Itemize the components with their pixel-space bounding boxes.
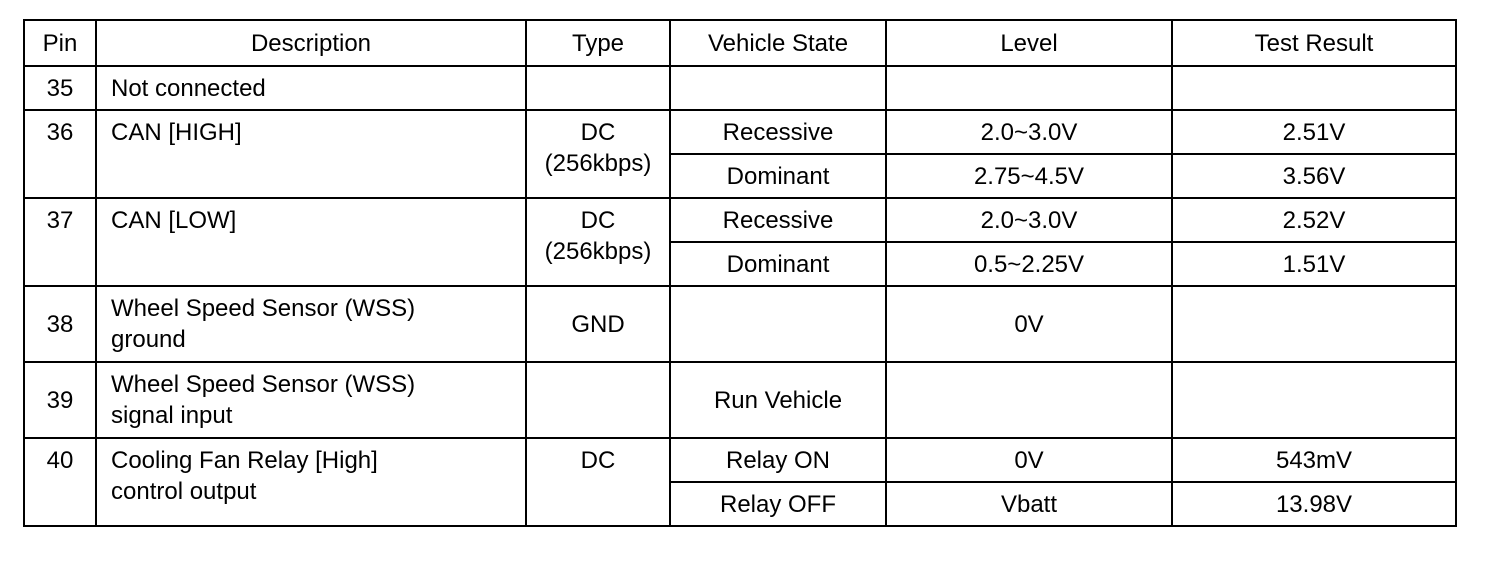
table-row: [24, 110, 1456, 154]
test-result-cell: 3.56V: [1172, 154, 1456, 198]
type-cell: [526, 110, 670, 198]
type-line: DC: [580, 207, 616, 234]
vehicle-state-cell: Relay OFF: [670, 482, 886, 526]
level-cell: 2.0~3.0V: [886, 110, 1172, 154]
description-line: Wheel Speed Sensor (WSS): [111, 295, 416, 322]
level-cell: [886, 66, 1172, 110]
vehicle-state-cell: [670, 66, 886, 110]
description-line: Wheel Speed Sensor (WSS): [111, 371, 416, 398]
description-line: Cooling Fan Relay [High]: [111, 447, 378, 474]
type-line: (256kbps): [544, 150, 652, 177]
type-line: DC: [580, 119, 616, 146]
description-cell: [96, 362, 526, 438]
vehicle-state-cell: [670, 286, 886, 362]
level-cell: 0V: [886, 286, 1172, 362]
table-row: [24, 362, 1456, 438]
level-cell: 0V: [886, 438, 1172, 482]
vehicle-state-cell: Dominant: [670, 154, 886, 198]
pin-cell: 37: [24, 198, 96, 286]
level-cell: Vbatt: [886, 482, 1172, 526]
test-result-cell: 2.51V: [1172, 110, 1456, 154]
test-result-cell: [1172, 362, 1456, 438]
header-row: [24, 20, 1456, 66]
test-result-cell: [1172, 66, 1456, 110]
vehicle-state-cell: Relay ON: [670, 438, 886, 482]
vehicle-state-cell: Run Vehicle: [670, 362, 886, 438]
pin-cell: 38: [24, 286, 96, 362]
header-type: Type: [526, 20, 670, 66]
level-cell: 0.5~2.25V: [886, 242, 1172, 286]
type-cell: [526, 198, 670, 286]
test-result-cell: 1.51V: [1172, 242, 1456, 286]
table-row: [24, 286, 1456, 362]
pin-cell: 39: [24, 362, 96, 438]
type-cell: DC: [526, 438, 670, 526]
level-cell: [886, 362, 1172, 438]
type-cell: [526, 362, 670, 438]
vehicle-state-cell: Dominant: [670, 242, 886, 286]
description-line: control output: [111, 478, 257, 505]
pin-table-container: [23, 19, 1457, 527]
vehicle-state-cell: Recessive: [670, 110, 886, 154]
type-cell: GND: [526, 286, 670, 362]
header-test-result: Test Result: [1172, 20, 1456, 66]
description-cell: Not connected: [96, 66, 526, 110]
vehicle-state-cell: Recessive: [670, 198, 886, 242]
table-row: [24, 438, 1456, 482]
description-cell: CAN [LOW]: [96, 198, 526, 286]
description-line: ground: [111, 326, 186, 353]
test-result-cell: [1172, 286, 1456, 362]
header-level: Level: [886, 20, 1172, 66]
header-vehicle-state: Vehicle State: [670, 20, 886, 66]
level-cell: 2.75~4.5V: [886, 154, 1172, 198]
description-cell: [96, 286, 526, 362]
type-cell: [526, 66, 670, 110]
pin-test-table: [23, 19, 1457, 527]
pin-cell: 35: [24, 66, 96, 110]
description-cell: [96, 438, 526, 526]
pin-cell: 40: [24, 438, 96, 526]
description-cell: CAN [HIGH]: [96, 110, 526, 198]
description-line: signal input: [111, 402, 233, 429]
header-description: Description: [96, 20, 526, 66]
test-result-cell: 543mV: [1172, 438, 1456, 482]
table-row: [24, 66, 1456, 110]
pin-cell: 36: [24, 110, 96, 198]
header-pin: Pin: [24, 20, 96, 66]
test-result-cell: 13.98V: [1172, 482, 1456, 526]
table-row: [24, 198, 1456, 242]
type-line: (256kbps): [544, 238, 652, 265]
test-result-cell: 2.52V: [1172, 198, 1456, 242]
level-cell: 2.0~3.0V: [886, 198, 1172, 242]
